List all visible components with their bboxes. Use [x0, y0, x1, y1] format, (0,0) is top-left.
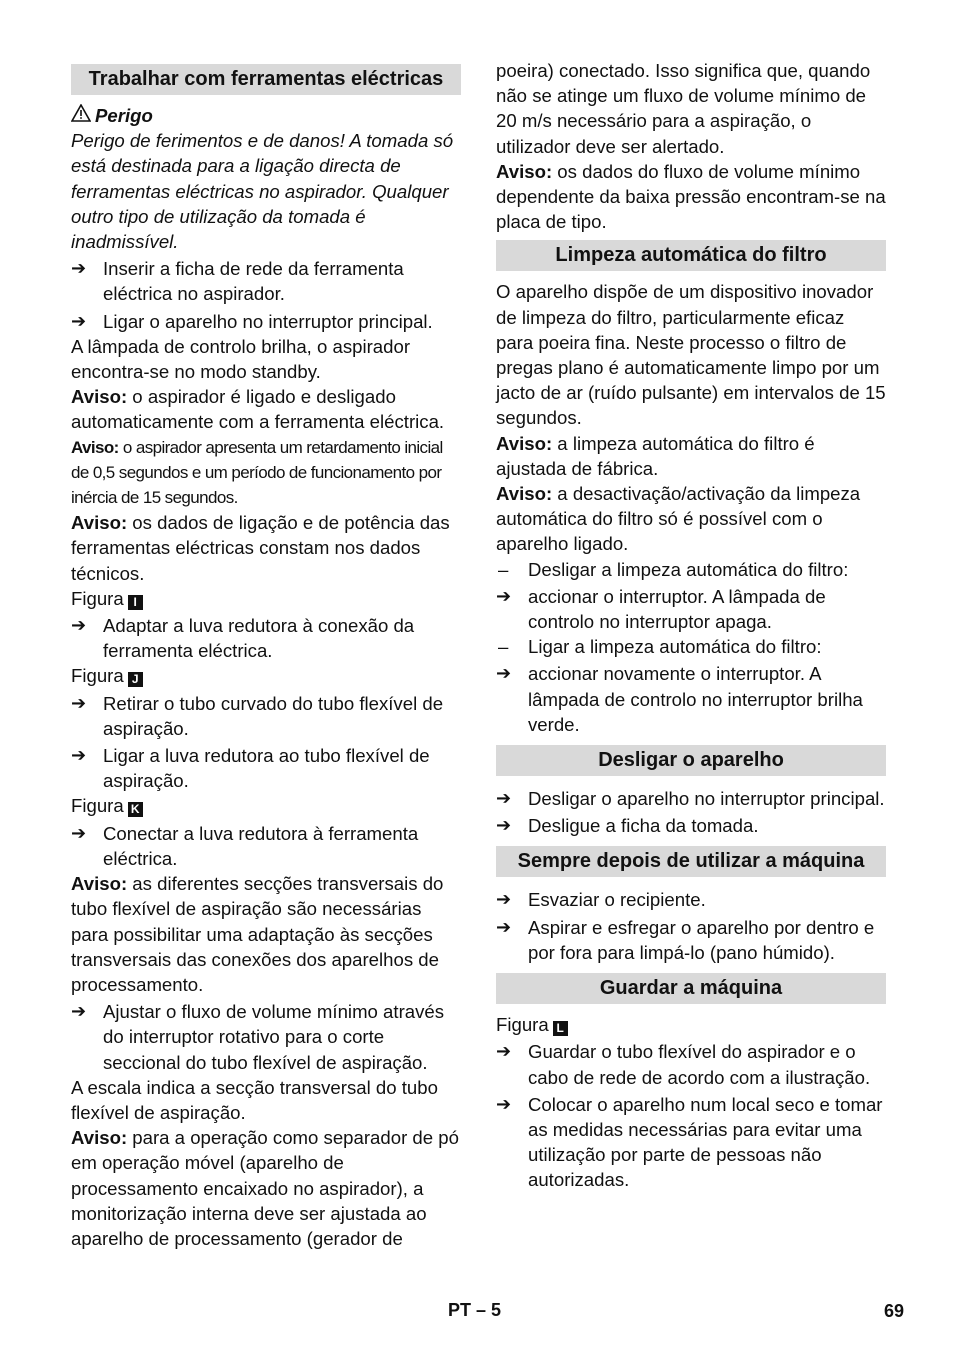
list-item: ➔ Esvaziar o recipiente.: [496, 887, 886, 912]
danger-title: Perigo: [71, 103, 461, 128]
figure-ref: Figura K: [71, 793, 461, 818]
list-item: ➔ Desligue a ficha da tomada.: [496, 813, 886, 838]
arrow-right-icon: ➔: [496, 815, 512, 836]
arrow-right-icon: ➔: [71, 1001, 87, 1022]
arrow-right-icon: ➔: [71, 310, 87, 331]
list-item: ➔ Ligar o aparelho no interruptor principal.: [71, 309, 461, 334]
warning-icon: [71, 103, 95, 128]
arrow-right-icon: ➔: [496, 1093, 512, 1114]
list-item: ➔ Aspirar e esfregar o aparelho por dentro e por fora para limpá-lo (pano húmido).: [496, 916, 875, 963]
list-item: ➔ Inserir a ficha de rede da ferramenta eléctrica no aspirador.: [71, 258, 404, 305]
figure-letter-badge: I: [128, 595, 143, 610]
right-column: [496, 0, 886, 1193]
note: Aviso: as diferentes secções transversais do tubo flexível de aspiração são necessárias para possibilitar uma adaptação às secções transversais das conexões dos aparelhos de processamento.: [71, 873, 444, 995]
left-column: [71, 0, 461, 1251]
heading-switch-off: Desligar o aparelho: [496, 745, 886, 776]
arrow-right-icon: ➔: [496, 585, 512, 606]
figure-ref: Figura J: [71, 663, 461, 688]
arrow-right-icon: ➔: [496, 1041, 512, 1062]
note: Aviso: o aspirador apresenta um retardamento inicial de 0,5 segundos e um período de funcionamento por inércia de 15 segundos.: [71, 437, 443, 508]
paragraph: A escala indica a secção transversal do tubo flexível de aspiração.: [71, 1076, 438, 1123]
paragraph: O aparelho dispõe de um dispositivo inovador de limpeza do filtro, particularmente eficaz para poeira fina. Neste processo o filtro de pregas plano é automaticamente limpo por um jacto de ar (ruído pulsante) em intervalos de 15 segundos.: [496, 281, 886, 429]
paragraph: A lâmpada de controlo brilha, o aspirador encontra-se no modo standby.: [71, 335, 411, 383]
heading-filter-cleaning: Limpeza automática do filtro: [496, 240, 886, 271]
arrow-right-icon: ➔: [71, 615, 87, 636]
heading-after-use: Sempre depois de utilizar a máquina: [496, 846, 886, 877]
list-item: ➔ Desligar o aparelho no interruptor principal.: [496, 786, 886, 811]
figure-ref: Figura L: [496, 1012, 886, 1037]
figure-letter-badge: J: [128, 672, 143, 687]
note: Aviso: para a operação como separador de pó em operação móvel (aparelho de processamento encaixado no aspirador), a monitorização interna deve ser ajustada ao aparelho de processamento (gerador de: [71, 1127, 459, 1249]
arrow-right-icon: ➔: [71, 822, 87, 843]
arrow-right-icon: ➔: [496, 889, 512, 910]
note: Aviso: os dados do fluxo de volume mínimo dependente da baixa pressão encontram-se na placa de tipo.: [496, 160, 886, 233]
list-item: – Desligar a limpeza automática do filtro:: [498, 558, 849, 580]
arrow-right-icon: ➔: [496, 663, 512, 684]
note: Aviso: a limpeza automática do filtro é ajustada de fábrica.: [496, 432, 815, 479]
list-item: ➔ Ajustar o fluxo de volume mínimo através do interruptor rotativo para o corte seccional do tubo flexível de aspiração.: [71, 1001, 445, 1073]
list-item: ➔ accionar novamente o interruptor. A lâmpada de controlo no interruptor brilha verde.: [496, 663, 863, 735]
list-item: ➔ Conectar a luva redutora à ferramenta eléctrica.: [71, 822, 419, 869]
arrow-right-icon: ➔: [71, 692, 87, 713]
page-number: 69: [884, 1301, 905, 1321]
arrow-right-icon: ➔: [71, 258, 87, 279]
list-item: ➔ Ligar a luva redutora ao tubo flexível de aspiração.: [71, 745, 430, 792]
list-item: ➔ Adaptar a luva redutora à conexão da ferramenta eléctrica.: [71, 615, 415, 662]
note: Aviso: os dados de ligação e de potência das ferramentas eléctricas constam nos dados técnicos.: [71, 512, 450, 584]
note: Aviso: o aspirador é ligado e desligado automaticamente com a ferramenta eléctrica.: [71, 386, 445, 433]
footer-section-label: PT – 5: [448, 1300, 502, 1320]
paragraph: poeira) conectado. Isso significa que, quando não se atinge um fluxo de volume mínimo de 20 m/s necessário para a aspiração, o utilizador deve ser alertado.: [496, 60, 871, 157]
arrow-right-icon: ➔: [71, 745, 87, 766]
list-item: ➔ accionar o interruptor. A lâmpada de controlo no interruptor apaga.: [496, 585, 826, 633]
list-item: ➔ Colocar o aparelho num local seco e tomar as medidas necessárias para evitar uma utilização por parte de pessoas não autorizadas.: [496, 1093, 883, 1191]
list-item: ➔ Guardar o tubo flexível do aspirador e o cabo de rede de acordo com a ilustração.: [496, 1041, 871, 1088]
figure-ref: Figura I: [71, 586, 461, 611]
list-item: ➔ Retirar o tubo curvado do tubo flexível de aspiração.: [71, 692, 444, 739]
list-item: – Ligar a limpeza automática do filtro:: [498, 636, 822, 658]
heading-storage: Guardar a máquina: [496, 973, 886, 1004]
figure-letter-badge: K: [128, 802, 143, 817]
arrow-right-icon: ➔: [496, 788, 512, 809]
note: Aviso: a desactivação/activação da limpeza automática do filtro só é possível com o aparelho ligado.: [496, 483, 861, 555]
heading-power-tools: Trabalhar com ferramentas eléctricas: [71, 64, 461, 95]
figure-letter-badge: L: [553, 1021, 568, 1036]
arrow-right-icon: ➔: [496, 916, 512, 937]
danger-text: Perigo de ferimentos e de danos! A tomada só está destinada para a ligação directa de ferramentas eléctricas no aspirador. Qualquer outro tipo de utilização da tomada é inadmissível.: [71, 130, 454, 253]
